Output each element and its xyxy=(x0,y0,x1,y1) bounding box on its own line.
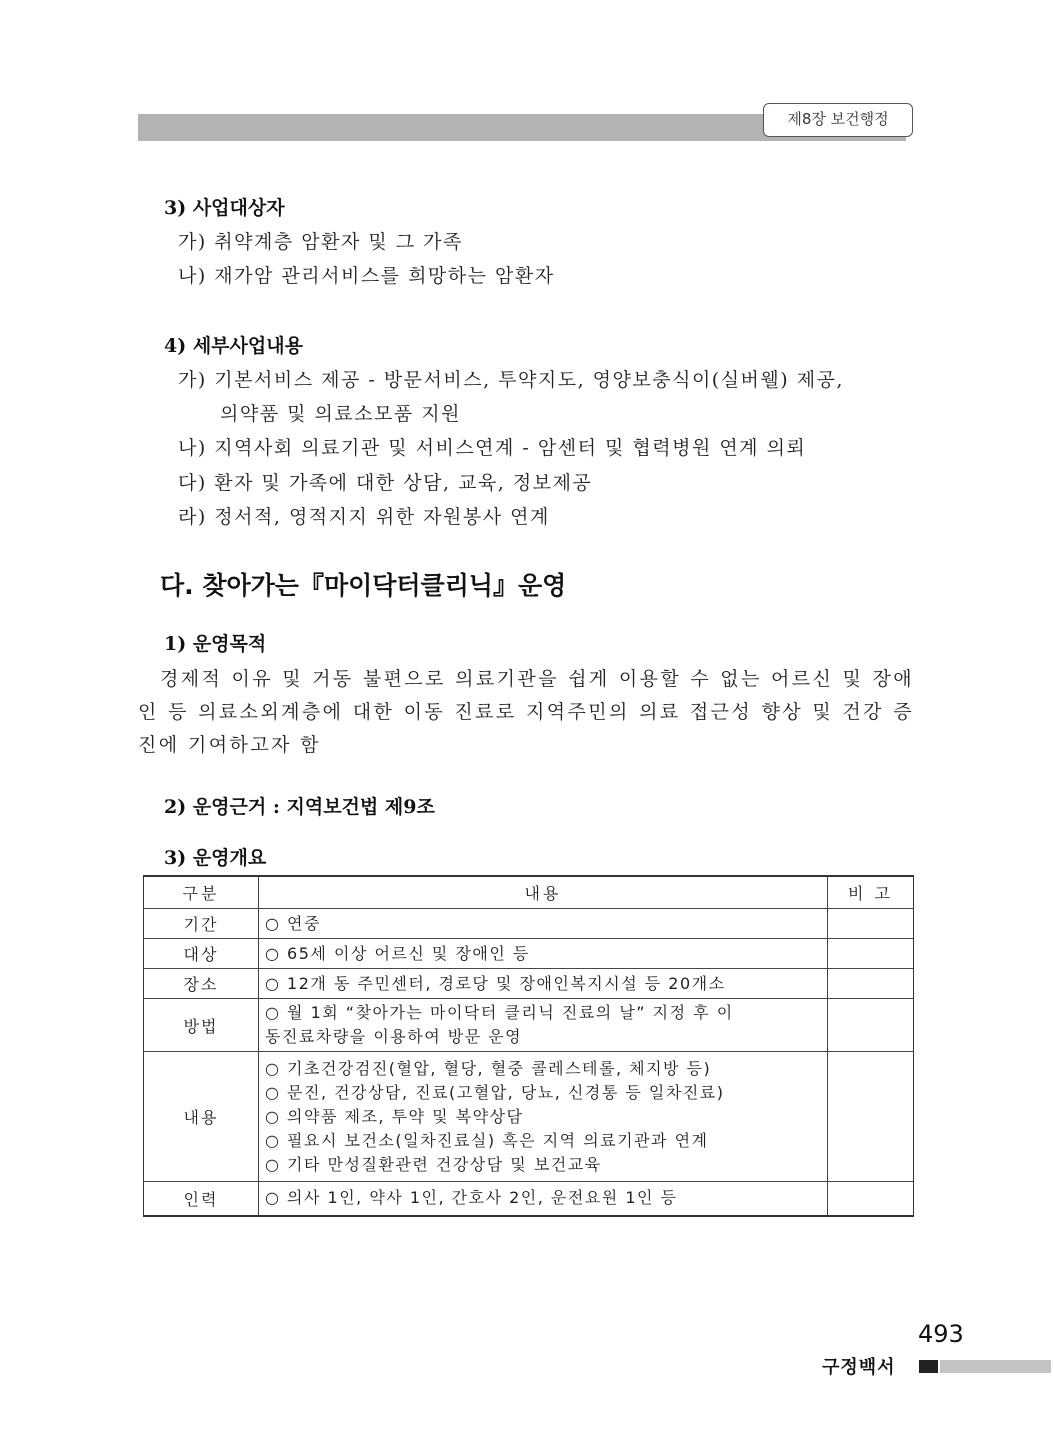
content-line: ○ 의약품 제조, 투약 및 복약상담 xyxy=(265,1106,524,1126)
purpose-paragraph: 경제적 이유 및 거동 불편으로 의료기관을 쉽게 이용할 수 없는 어르신 및 장애인 등 의료소외계층에 대한 이동 진료로 지역주민의 의료 접근성 향상 및 건강 증진에 기여하고자 함 xyxy=(138,668,914,756)
details-item: 가) 기본서비스 제공 - 방문서비스, 투약지도, 영양보충식이(실버웰) 제공, xyxy=(178,369,844,391)
column-header-remark: 비 고 xyxy=(828,876,914,909)
details-item: 라) 정서적, 영적지지 위한 자원봉사 연계 xyxy=(178,506,550,528)
column-header-content: 내용 xyxy=(259,876,828,909)
table-row xyxy=(144,969,914,999)
table-cell-content xyxy=(259,909,828,939)
table-row xyxy=(144,1182,914,1216)
table-cell-content xyxy=(259,1182,828,1216)
table-row xyxy=(144,1052,914,1182)
details-heading: 4) 세부사업내용 xyxy=(164,335,303,357)
table-cell-content xyxy=(259,999,828,1052)
table-cell-remark xyxy=(828,1182,914,1216)
details-item: 나) 지역사회 의료기관 및 서비스연계 - 암센터 및 협력병원 연계 의뢰 xyxy=(178,437,807,459)
table-cell-content xyxy=(259,939,828,969)
footer-bar-gray xyxy=(940,1360,1051,1373)
content-line: ○ 문진, 건강상담, 진료(고혈압, 당뇨, 신경통 등 일차진료) xyxy=(265,1082,725,1102)
target-item: 가) 취약계층 암환자 및 그 가족 xyxy=(178,231,463,253)
table-cell-remark xyxy=(828,969,914,999)
overview-heading: 3) 운영개요 xyxy=(164,847,267,869)
table-cell-remark xyxy=(828,1052,914,1182)
content-line: ○ 연중 xyxy=(265,913,321,933)
table-row xyxy=(144,909,914,939)
section-title: 다. 찾아가는『마이닥터클리닉』운영 xyxy=(160,571,567,600)
target-heading: 3) 사업대상자 xyxy=(164,197,285,219)
target-item: 나) 재가암 관리서비스를 희망하는 암환자 xyxy=(178,265,555,287)
page-number: 493 xyxy=(918,1320,964,1348)
table-cell-category: 내용 xyxy=(144,1052,259,1182)
content-line: ○ 기타 만성질환관련 건강상담 및 보건교육 xyxy=(265,1154,602,1174)
purpose-heading: 1) 운영목적 xyxy=(164,633,267,655)
chapter-tab: 제8장 보건행정 xyxy=(763,103,913,137)
column-header-category: 구분 xyxy=(144,876,259,909)
footer-bar-dark xyxy=(919,1360,938,1373)
table-cell-category: 기간 xyxy=(144,909,259,939)
table-row xyxy=(144,999,914,1052)
details-item: 다) 환자 및 가족에 대한 상담, 교육, 정보제공 xyxy=(178,472,593,494)
content-line: 동진료차량을 이용하여 방문 운영 xyxy=(265,1027,523,1046)
table-cell-category: 장소 xyxy=(144,969,259,999)
overview-table xyxy=(143,875,914,1217)
table-cell-category: 대상 xyxy=(144,939,259,969)
content-line: ○ 65세 이상 어르신 및 장애인 등 xyxy=(265,943,530,963)
content-line: ○ 기초건강검진(혈압, 혈당, 혈중 콜레스테롤, 체지방 등) xyxy=(265,1058,712,1078)
table-cell-remark xyxy=(828,909,914,939)
table-header-row xyxy=(144,876,914,909)
table-cell-content xyxy=(259,1052,828,1182)
table-cell-category: 방법 xyxy=(144,999,259,1052)
content-line: ○ 의사 1인, 약사 1인, 간호사 2인, 운전요원 1인 등 xyxy=(265,1188,678,1208)
footer-title: 구정백서 xyxy=(822,1357,896,1378)
table-cell-remark xyxy=(828,999,914,1052)
basis-heading: 2) 운영근거 : 지역보건법 제9조 xyxy=(164,796,435,818)
content-line: ○ 월 1회 “찾아가는 마이닥터 클리닉 진료의 날” 지정 후 이 xyxy=(265,1003,734,1022)
content-line: ○ 12개 동 주민센터, 경로당 및 장애인복지시설 등 20개소 xyxy=(265,973,726,993)
table-row xyxy=(144,939,914,969)
table-body xyxy=(144,909,914,1216)
content-line: ○ 필요시 보건소(일차진료실) 혹은 지역 의료기관과 연계 xyxy=(265,1130,709,1150)
table-cell-content xyxy=(259,969,828,999)
table-cell-category: 인력 xyxy=(144,1182,259,1216)
table-cell-remark xyxy=(828,939,914,969)
details-item: 의약품 및 의료소모품 지원 xyxy=(220,403,462,425)
